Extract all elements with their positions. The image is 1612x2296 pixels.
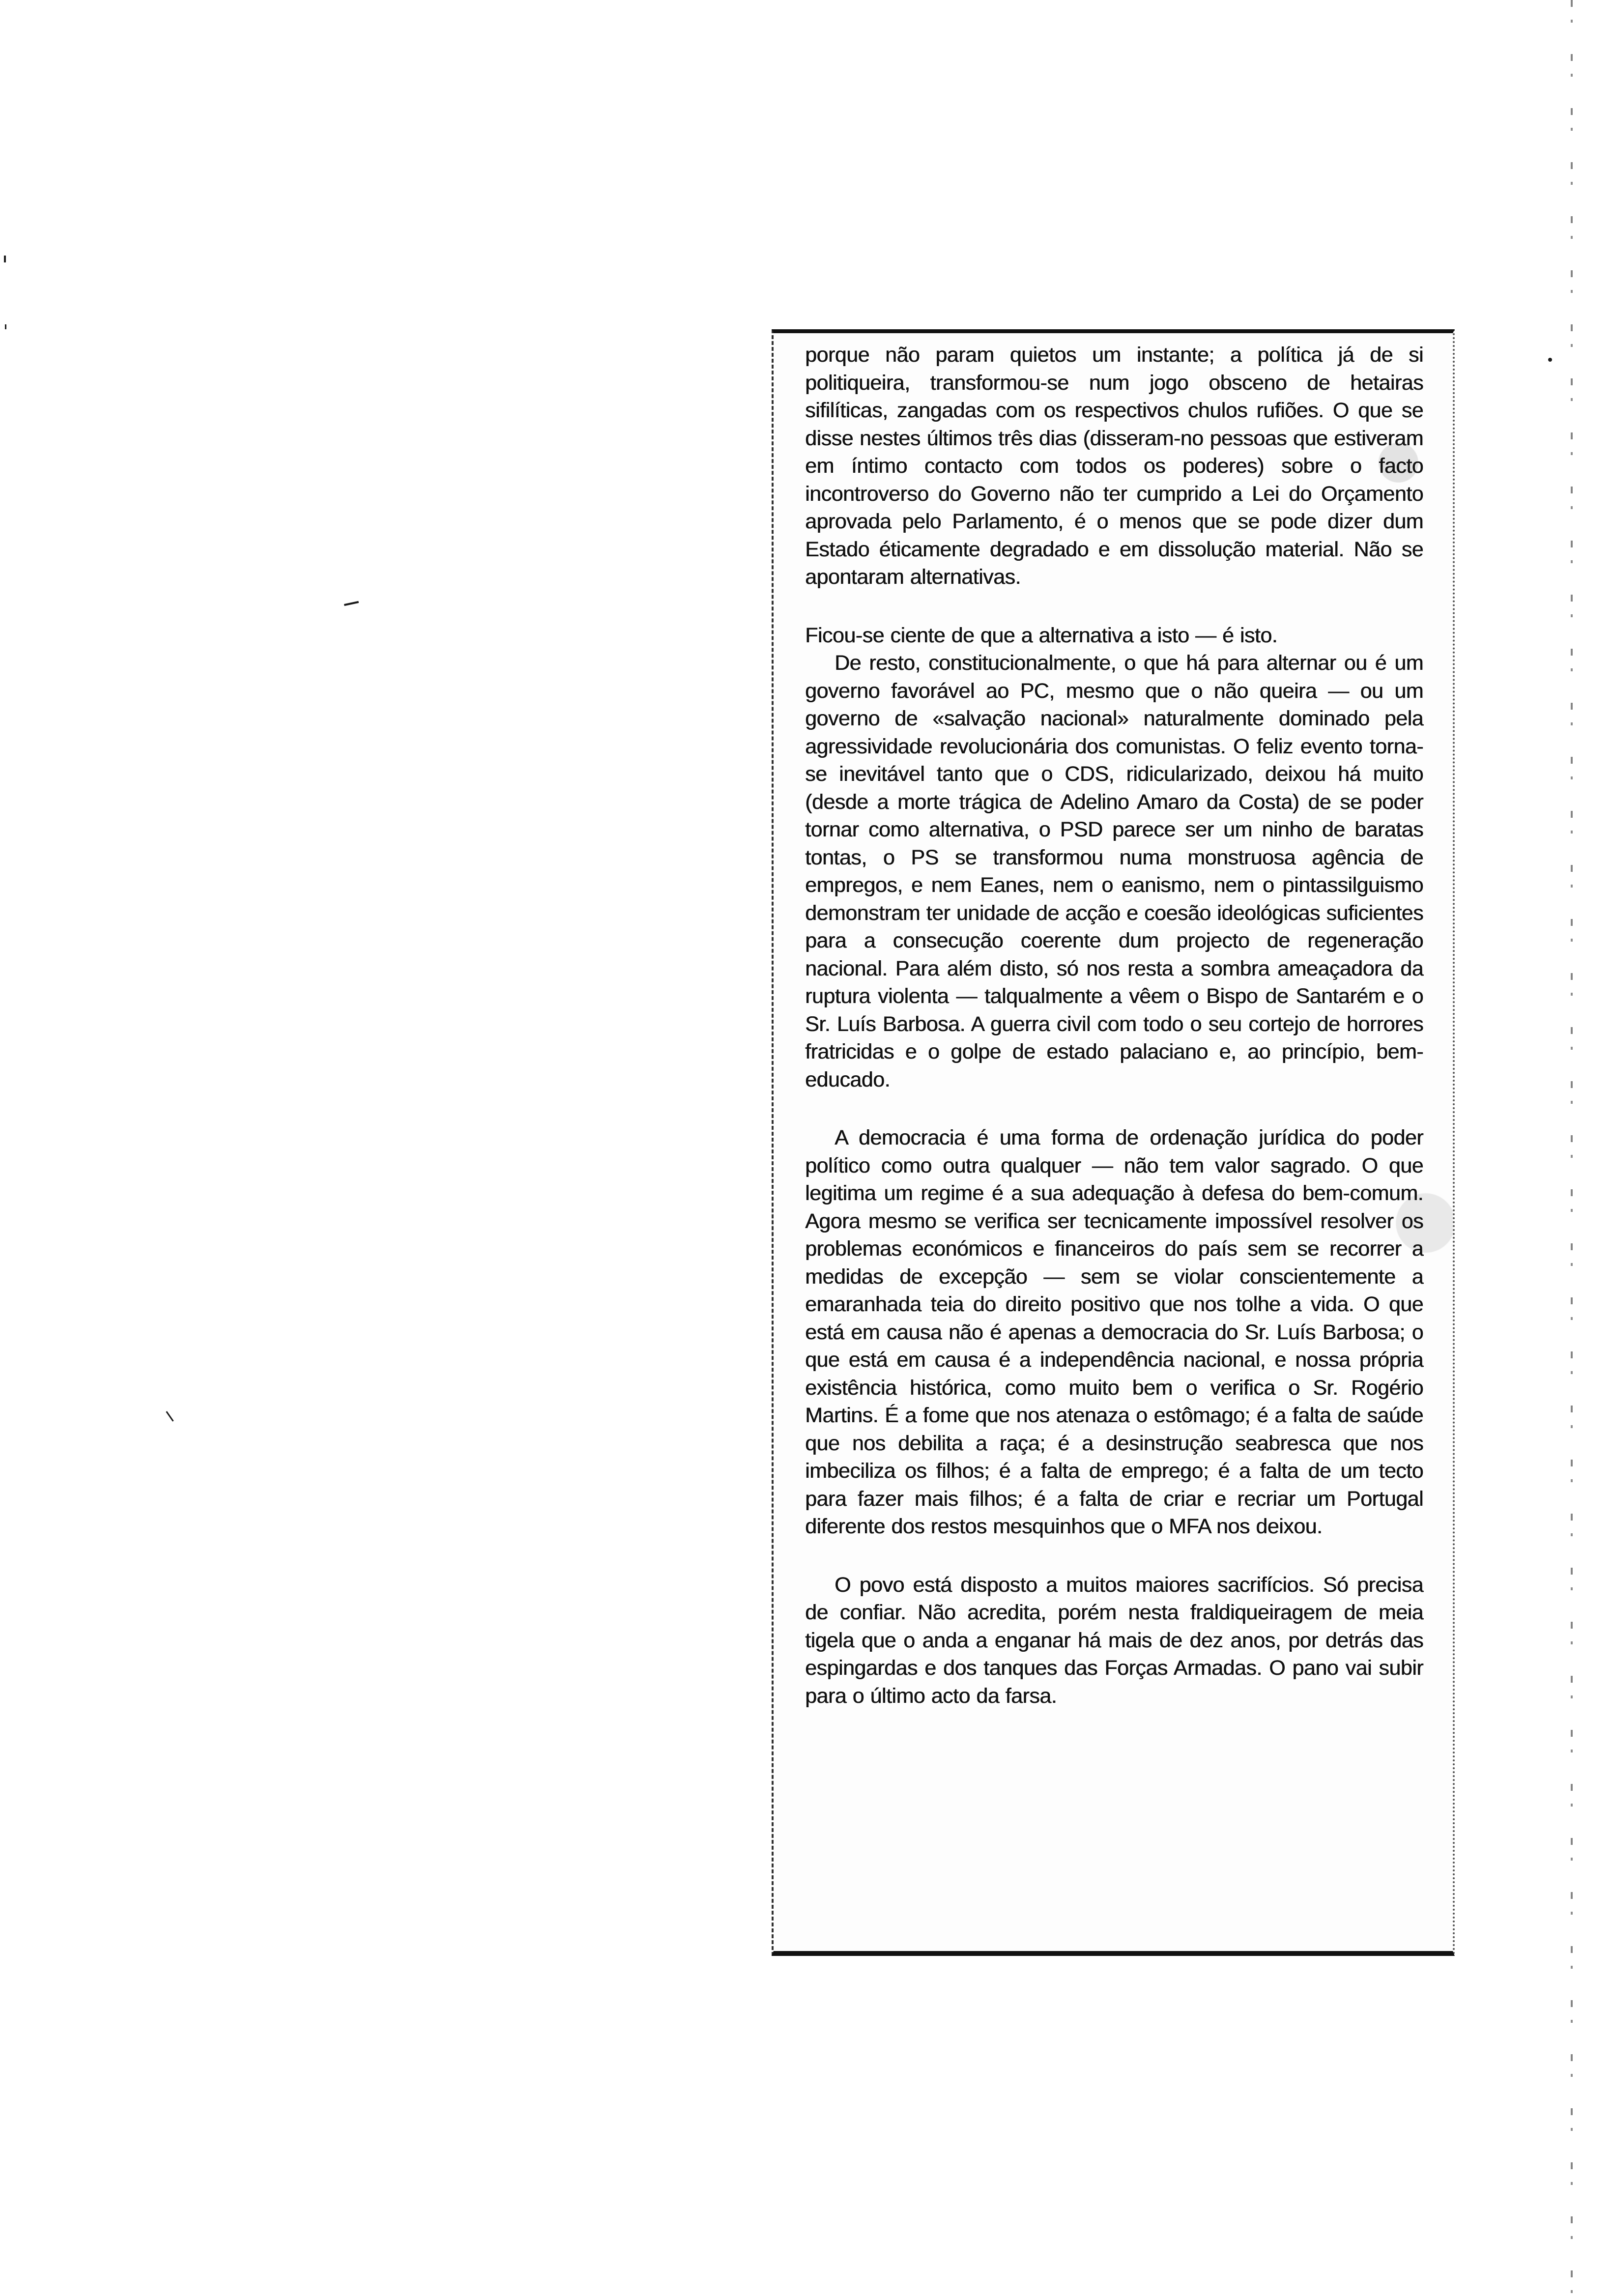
scan-speck (5, 324, 6, 329)
scan-speck (344, 601, 359, 606)
article-body (805, 341, 1423, 1710)
newspaper-clipping (772, 329, 1455, 1956)
scan-speck (166, 1411, 173, 1421)
scan-right-edge (1571, 0, 1573, 2296)
article-paragraph: De resto, constitucionalmente, o que há para alternar ou é um governo favorável ao PC, mesmo que o não queira — ou um governo de «salvação nacional» naturalmente dominado pela agressividade revolucionária dos comunistas. O feliz evento torna-se inevitável tanto que o CDS, ridicularizado, deixou há muito (desde a morte trágica de Adelino Amaro da Costa) de se poder tornar como alternativa, o PSD parece ser um ninho de baratas tontas, o PS se transformou numa monstruosa agência de empregos, e nem Eanes, nem o eanismo, nem o pintassilguismo demonstram ter unidade de acção e coesão ideológicas suficientes para a consecução coerente dum projecto de regeneração nacional. Para além disto, só nos resta a sombra ameaçadora da ruptura violenta — talqualmente a vêem o Bispo de Santarém e o Sr. Luís Barbosa. A guerra civil com todo o seu cortejo de horrores fratricidas e o golpe de estado palaciano e, ao princípio, bem-educado. (805, 651, 1423, 1091)
scan-speck (4, 256, 6, 262)
scan-speck (1548, 358, 1552, 362)
article-paragraph: porque não param quietos um instante; a política já de si politiqueira, transformou-se num jogo obsceno de hetairas sifilíticas, zangadas com os respectivos chulos rufiões. O que se disse nestes últimos três dias (disseram-no pessoas que estiveram em íntimo contacto com todos os poderes) sobre o facto incontroverso do Governo não ter cumprido a Lei do Orçamento aprovada pelo Parlamento, é o menos que se pode dizer dum Estado éticamente degradado e em dissolução material. Não se apontaram alternativas. (805, 343, 1423, 589)
article-paragraph: Ficou-se ciente de que a alternativa a isto — é isto. (805, 623, 1278, 647)
article-paragraph: A democracia é uma forma de ordenação jurídica do poder político como outra qualquer — não tem valor sagrado. O que legitima um regime é a sua adequação à defesa do bem-comum. Agora mesmo se verifica ser tecnicamente impossível resolver os problemas económicos e financeiros do país sem se recorrer a medidas de excepção — sem se violar conscientemente a emaranhada teia do direito positivo que nos tolhe a vida. O que está em causa não é apenas a democracia do Sr. Luís Barbosa; o que está em causa é a independência nacional, e nossa própria existência histórica, como muito bem o verifica o Sr. Rogério Martins. É a fome que nos atenaza o estômago; é a falta de saúde que nos debilita a raça; é a desinstrução seabresca que nos imbeciliza os filhos; é a falta de emprego; é a falta de um tecto para fazer mais filhos; é a falta de criar e recriar um Portugal diferente dos restos mesquinhos que o MFA nos deixou. (805, 1126, 1423, 1538)
article-paragraph: O povo está disposto a muitos maiores sacrifícios. Só precisa de confiar. Não acredita, porém nesta fraldiqueiragem de meia tigela que o anda a enganar há mais de dez anos, por detrás das espingardas e dos tanques das Forças Armadas. O pano vai subir para o último acto da farsa. (805, 1573, 1423, 1708)
